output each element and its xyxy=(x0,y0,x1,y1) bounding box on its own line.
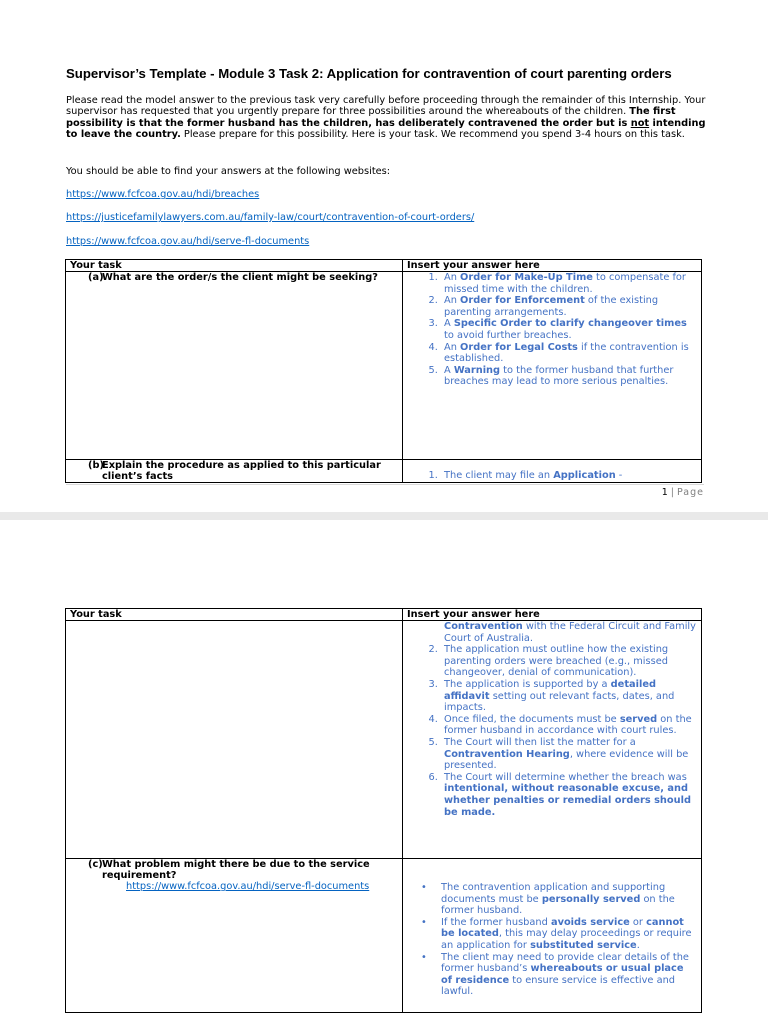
answer-a-list xyxy=(407,272,697,388)
answer-item xyxy=(441,272,697,295)
answer-text: An xyxy=(444,295,461,307)
answer-b-cont-cell[interactable] xyxy=(403,621,702,859)
answer-a-cell[interactable] xyxy=(403,272,702,460)
answer-b-cont-list xyxy=(407,621,697,818)
table-header-row xyxy=(66,260,702,272)
question-b xyxy=(66,460,403,483)
answer-item xyxy=(441,679,697,714)
answer-text: . xyxy=(636,939,640,951)
task-table-page-2 xyxy=(65,608,702,1013)
answer-text: of the existing parenting arrangements. xyxy=(444,295,659,318)
answer-item xyxy=(441,737,697,772)
link-serve-documents[interactable]: https://www.fcfcoa.gov.au/hdi/serve-fl-documents xyxy=(66,236,310,247)
answer-text: Warning xyxy=(453,364,501,376)
table-header-row-2 xyxy=(66,609,702,621)
intro-part: not xyxy=(630,117,650,129)
answer-text: Contravention xyxy=(444,621,523,632)
answer-text: intentional, without reasonable excuse, and whether penalties or remedial orders should be made. xyxy=(444,783,691,818)
answer-text: The client may file an xyxy=(444,470,554,481)
answer-item xyxy=(441,295,697,318)
answer-text: An xyxy=(444,272,461,283)
table-row-a xyxy=(66,272,702,460)
answer-text: substituted service xyxy=(530,939,637,951)
answer-item xyxy=(441,952,697,998)
answer-text: on the former husband in accordance with court rules. xyxy=(444,713,692,737)
answer-text: avoids service xyxy=(550,916,630,928)
answer-text: The contravention application and supporting documents must be xyxy=(441,882,666,905)
table-row-b-continued xyxy=(66,621,702,859)
answer-item xyxy=(441,714,697,737)
answer-text: to ensure service is effective and lawful. xyxy=(441,974,675,998)
table-row-c xyxy=(66,859,702,1013)
intro-paragraph xyxy=(66,95,706,140)
answer-text: to compensate for missed time with the children. xyxy=(444,272,686,295)
answer-text: Contravention Hearing xyxy=(444,748,570,760)
answer-text: or xyxy=(629,916,647,928)
page-word: Page xyxy=(677,487,704,498)
link-breaches[interactable]: https://www.fcfcoa.gov.au/hdi/breaches xyxy=(66,189,260,200)
page-footer xyxy=(662,487,704,498)
answer-item xyxy=(441,644,697,679)
intro-part: The first possibility is that the former husband has the children, has deliberately contravened the order but is xyxy=(66,106,676,129)
question-a-label: (a) xyxy=(88,272,104,283)
answer-item xyxy=(441,342,697,365)
answer-text: The client may need to provide clear details of the former husband’s xyxy=(441,951,689,975)
answer-text: An xyxy=(444,341,461,353)
question-b-label: (b) xyxy=(88,460,104,471)
question-c xyxy=(66,859,403,1013)
task-table-page-1 xyxy=(65,259,702,483)
question-a xyxy=(66,272,403,460)
answer-text: cannot be located xyxy=(441,916,684,940)
question-b-continued xyxy=(66,621,403,859)
answer-text: The Court will then list the matter for a xyxy=(444,736,636,748)
col-header-task: Your task xyxy=(66,260,403,272)
answer-text: A xyxy=(444,364,454,376)
answer-item xyxy=(441,882,697,917)
answer-text: If the former husband xyxy=(441,916,551,928)
answer-text: A xyxy=(444,318,454,330)
page-separator: | xyxy=(667,487,677,498)
table-row-b xyxy=(66,460,702,483)
answer-text: Order for Enforcement xyxy=(460,295,585,307)
answer-text: Order for Make-Up Time xyxy=(460,272,593,283)
answer-item xyxy=(441,318,697,341)
answer-text: to avoid further breaches. xyxy=(444,329,572,341)
answer-text: served xyxy=(619,713,658,725)
answer-text: on the former husband. xyxy=(441,893,675,917)
intro-part: intending to leave the country. xyxy=(66,117,706,140)
answer-item xyxy=(441,621,697,644)
question-c-text: What problem might there be due to the service requirement? xyxy=(102,859,370,881)
answer-text: whereabouts or usual place of residence xyxy=(441,963,684,986)
answer-text: with the Federal Circuit and Family Court of Australia. xyxy=(444,621,696,644)
answer-text: , where evidence will be presented. xyxy=(444,748,689,772)
col-header-answer: Insert your answer here xyxy=(403,260,702,272)
answer-text: , this may delay proceedings or require an application for xyxy=(441,928,692,951)
answer-c-list xyxy=(407,882,697,998)
col-header-task-2: Your task xyxy=(66,609,403,621)
answer-text: - xyxy=(615,470,623,481)
answer-item xyxy=(441,772,697,818)
answer-item xyxy=(441,917,697,952)
answer-text: detailed affidavit xyxy=(444,678,656,702)
question-a-text: What are the order/s the client might be seeking? xyxy=(102,272,378,283)
answer-text: Application xyxy=(553,470,616,481)
intro-part: Please read the model answer to the previous task very carefully before proceeding through the remainder of this Internship. Your supervisor has requested that you urgently prepare for three possibilities around the whereabouts of the children. xyxy=(66,95,706,118)
intro-part: Please prepare for this possibility. Here is your task. We recommend you spend 3-4 hours on this task. xyxy=(180,128,685,140)
page-2 xyxy=(0,520,768,1024)
question-b-text: Explain the procedure as applied to this particular client’s facts xyxy=(102,460,381,482)
page-number: 1 xyxy=(661,487,668,498)
answer-text: to the former husband that further breaches may lead to more serious penalties. xyxy=(444,364,674,388)
col-header-answer-2: Insert your answer here xyxy=(403,609,702,621)
footer-divider xyxy=(66,484,704,485)
answer-text: if the contravention is established. xyxy=(444,341,689,365)
websites-intro: You should be able to find your answers at the following websites: xyxy=(66,166,391,177)
question-c-label: (c) xyxy=(88,859,103,870)
link-contravention[interactable]: https://justicefamilylawyers.com.au/family-law/court/contravention-of-court-orders/ xyxy=(66,212,475,223)
answer-item xyxy=(441,365,697,388)
answer-text: The application must outline how the existing parenting orders were breached (e.g., missed changeover, denial of communication). xyxy=(444,644,669,679)
answer-item xyxy=(441,470,697,482)
answer-text: Specific Order to clarify changeover times xyxy=(453,318,687,330)
answer-c-cell[interactable] xyxy=(403,859,702,1013)
answer-text: Once filed, the documents must be xyxy=(444,713,620,725)
answer-text: The Court will determine whether the breach was xyxy=(444,771,687,783)
answer-b-list xyxy=(407,470,697,482)
question-c-link[interactable]: https://www.fcfcoa.gov.au/hdi/serve-fl-documents xyxy=(126,881,370,892)
answer-text: setting out relevant facts, dates, and impacts. xyxy=(444,690,675,714)
document-title: Supervisor’s Template - Module 3 Task 2: Application for contravention of court parenting orders xyxy=(66,66,672,81)
answer-text: personally served xyxy=(541,893,641,905)
answer-b-cell[interactable] xyxy=(403,460,702,483)
answer-text: Order for Legal Costs xyxy=(460,341,578,353)
answer-text: The application is supported by a xyxy=(444,678,611,690)
